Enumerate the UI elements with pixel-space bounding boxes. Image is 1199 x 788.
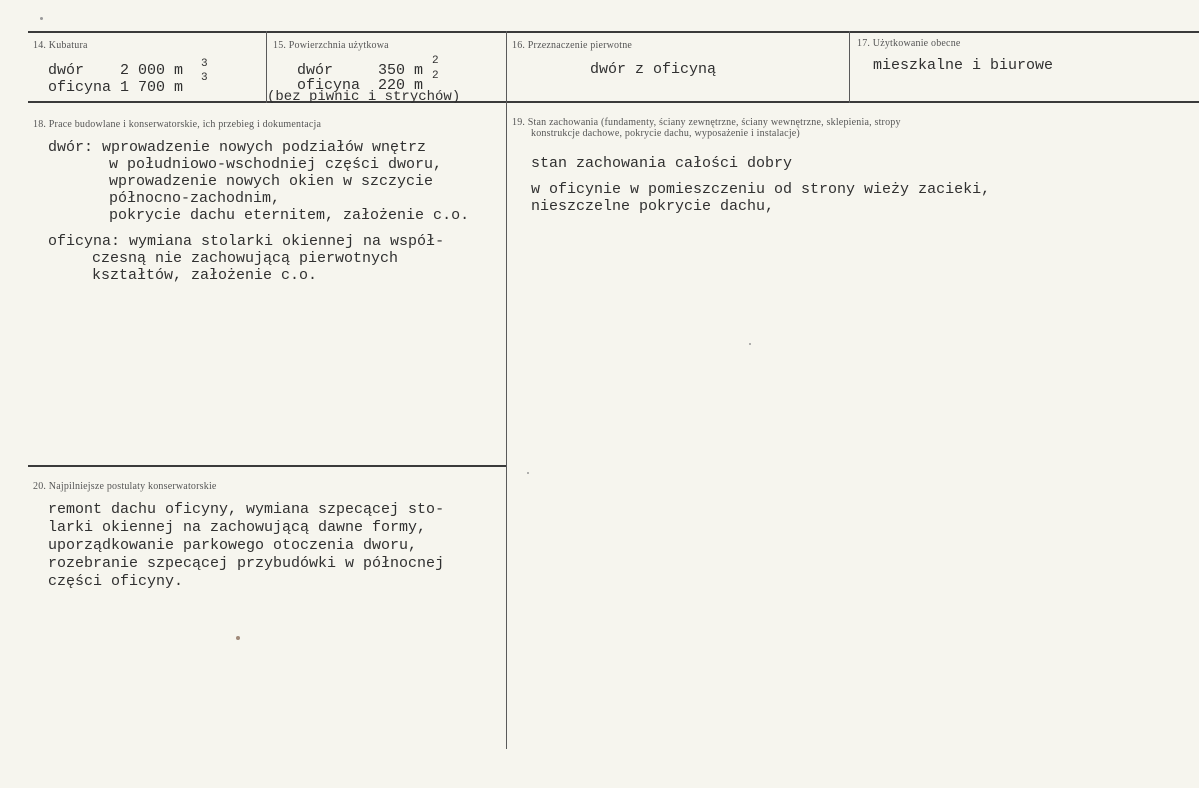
- paper-speck: [527, 472, 529, 474]
- field-14-line-2: oficyna 1 700 m: [48, 79, 184, 96]
- field-18-label: 18. Prace budowlane i konserwatorskie, ich przebieg i dokumentacja: [33, 119, 322, 130]
- field-18-line-5: pokrycie dachu eternitem, założenie c.o.: [55, 207, 470, 224]
- top-rule: [28, 31, 1199, 33]
- field-14-label: 14. Kubatura: [33, 40, 88, 51]
- field-14-sup-1: 3: [201, 58, 208, 70]
- paper-speck: [236, 636, 240, 640]
- field-15-label: 15. Powierzchnia użytkowa: [273, 40, 389, 51]
- field-15-line-2: oficyna 220 m: [297, 77, 424, 94]
- field-19-label-line-1: 19. Stan zachowania (fundamenty, ściany zewnętrzne, ściany wewnętrzne, sklepienia, stropy: [512, 117, 901, 128]
- field-15-line-3: (bez piwnic i strychów): [267, 89, 461, 105]
- field-19-line-1: stan zachowania całości dobry: [531, 155, 793, 172]
- divider-15-16: [506, 31, 507, 749]
- field-19-line-2: w oficynie w pomieszczeniu od strony wieży zacieki,: [531, 181, 991, 198]
- divider-16-17: [849, 31, 850, 103]
- paper-speck: [40, 17, 43, 20]
- field-16-value: dwór z oficyną: [590, 61, 717, 78]
- field-18-line-1: dwór: wprowadzenie nowych podziałów wnętrz: [48, 139, 427, 156]
- field-17-label: 17. Użytkowanie obecne: [857, 38, 961, 49]
- field-18-line-4: północno-zachodnim,: [55, 190, 281, 207]
- field-18-line-8: kształtów, założenie c.o.: [38, 267, 318, 284]
- field-19-label-line-2: konstrukcje dachowe, pokrycie dachu, wyposażenie i instalacje): [531, 128, 800, 139]
- field-15-line-1: dwór 350 m: [297, 62, 424, 79]
- field-19-line-3: nieszczelne pokrycie dachu,: [531, 198, 775, 215]
- field-20-label: 20. Najpilniejsze postulaty konserwatorskie: [33, 481, 217, 492]
- field-15-sup-1: 2: [432, 55, 439, 67]
- field-14-sup-2: 3: [201, 72, 208, 84]
- field-20-line-1: remont dachu oficyny, wymiana szpecącej sto-: [48, 501, 445, 518]
- field-18-line-7: czesną nie zachowującą pierwotnych: [38, 250, 399, 267]
- left-column-rule: [28, 465, 506, 467]
- field-18-line-3: wprowadzenie nowych okien w szczycie: [55, 173, 434, 190]
- field-17-value: mieszkalne i biurowe: [873, 57, 1054, 74]
- field-20-line-5: części oficyny.: [48, 573, 184, 590]
- field-16-label: 16. Przeznaczenie pierwotne: [512, 40, 633, 51]
- field-18-line-2: w południowo-wschodniej części dworu,: [55, 156, 443, 173]
- field-20-line-3: uporządkowanie parkowego otoczenia dworu,: [48, 537, 418, 554]
- field-14-line-1: dwór 2 000 m: [48, 62, 184, 79]
- field-15-sup-2: 2: [432, 70, 439, 82]
- field-20-line-4: rozebranie szpecącej przybudówki w północnej: [48, 555, 445, 572]
- field-18-line-6: oficyna: wymiana stolarki okiennej na współ-: [48, 233, 445, 250]
- middle-rule: [28, 101, 1199, 103]
- paper-speck: [749, 343, 751, 345]
- field-20-line-2: larki okiennej na zachowującą dawne formy,: [48, 519, 427, 536]
